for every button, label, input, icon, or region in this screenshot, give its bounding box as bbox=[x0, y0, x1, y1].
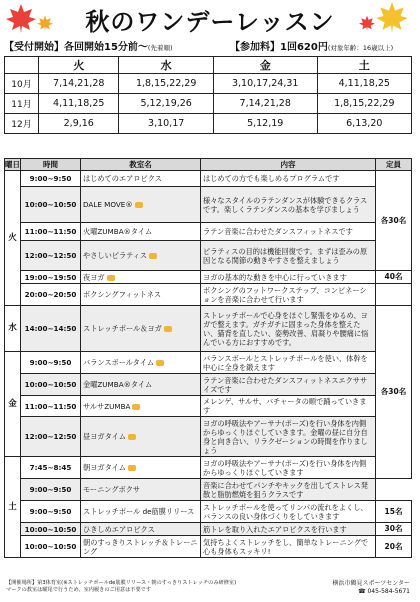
header-class: 教室名 bbox=[81, 159, 201, 171]
schedule-row bbox=[5, 396, 412, 417]
day-cell-fri: 金 bbox=[5, 352, 21, 457]
dates-cell: 6,13,20 bbox=[317, 114, 411, 134]
schedule-row bbox=[5, 241, 412, 271]
capacity-cell: 20名 bbox=[376, 536, 412, 558]
header-time: 時間 bbox=[21, 159, 81, 171]
content-cell: バランスボールとストレッチポールを使い、体幹を中心に全身を鍛えます bbox=[201, 352, 376, 374]
content-cell: 筋トレを取り入れたエアロビクスを行います bbox=[201, 523, 376, 536]
footer-notes bbox=[6, 580, 266, 594]
capacity-cell: 30名 bbox=[376, 523, 412, 536]
calendar-row bbox=[5, 74, 412, 94]
fee-info bbox=[230, 38, 393, 54]
shoes-badge-icon bbox=[156, 360, 164, 366]
dates-cell: 5,12,19,26 bbox=[119, 94, 213, 114]
content-cell: ラテン音楽に合わせたダンスフィットネスです bbox=[201, 223, 376, 241]
schedule-row bbox=[5, 171, 412, 187]
organization-name: 横浜市鶴見スポーツセンター bbox=[332, 580, 410, 587]
reception-text: 各回開始15分前～ bbox=[64, 42, 148, 53]
schedule-row bbox=[5, 187, 412, 223]
fee-text: 1回620円 bbox=[280, 42, 328, 53]
reception-label: 【受付開始】 bbox=[4, 42, 64, 53]
time-cell: 9:00~9:50 bbox=[21, 352, 81, 374]
venue-note: 【開催場所】第3体育室(※ストレッチポールde筋膜リリース・朝のすっきりストレッチのみ研修室) bbox=[6, 580, 237, 586]
month-cell: 10月 bbox=[5, 74, 39, 94]
class-cell: ストレッチポール de筋膜リリース bbox=[81, 501, 201, 523]
content-cell: ボクシングのフットワークステップ、コンビネーションを音楽に合わせて行います bbox=[201, 284, 376, 306]
reception-note: (先着順) bbox=[147, 44, 173, 52]
content-cell: ラテン音楽に合わせたダンスフィットネスエクササイズです bbox=[201, 374, 376, 396]
time-cell: 10:00~10:50 bbox=[21, 536, 81, 558]
class-name: 昼ヨガタイム bbox=[83, 432, 126, 441]
schedule-table bbox=[4, 158, 412, 558]
maple-leaf-right-icon bbox=[374, 0, 410, 34]
capacity-cell: 40名 bbox=[376, 271, 412, 284]
reception-info bbox=[4, 38, 173, 54]
capacity-cell: 各30名 bbox=[376, 306, 412, 479]
class-cell bbox=[81, 271, 201, 284]
class-name: バランスボールタイム bbox=[83, 358, 155, 367]
class-cell bbox=[81, 457, 201, 479]
content-cell: ピラティスの目的は機能回復です。まずは歪みの原因となる関節の動きやすさを整えましょう bbox=[201, 241, 376, 271]
header-capacity: 定員 bbox=[376, 159, 412, 171]
maple-leaf-right-small-icon bbox=[358, 14, 376, 32]
class-cell: 朝のすっきりストレッチ＆トレーニング bbox=[81, 536, 201, 558]
shoes-badge-icon bbox=[149, 253, 157, 259]
calendar-header-blank bbox=[5, 57, 39, 74]
dates-cell: 3,10,17 bbox=[119, 114, 213, 134]
calendar-row bbox=[5, 94, 412, 114]
shoes-badge-icon bbox=[107, 275, 115, 281]
content-cell: 様々なスタイルのラテンダンスが体験できるクラスです。楽しくラテンダンスの基本を学びましょう bbox=[201, 187, 376, 223]
time-cell: 9:00~9:50 bbox=[21, 501, 81, 523]
footer-contact bbox=[332, 580, 410, 596]
calendar-header-wed: 水 bbox=[119, 57, 213, 74]
content-cell: ヨガの呼吸法やアーサナ(ポーズ)を行い身体を内側からゆっくりほぐしていきます。金曜の昼に自分自身と向き合い、リラクゼーションの時間を作りましょう bbox=[201, 417, 376, 457]
time-cell: 20:00~20:50 bbox=[21, 284, 81, 306]
time-cell: 12:00~12:50 bbox=[21, 241, 81, 271]
class-name: サルサZUMBA bbox=[83, 401, 131, 411]
schedule-row bbox=[5, 306, 412, 352]
header-content: 内容 bbox=[201, 159, 376, 171]
month-cell: 11月 bbox=[5, 94, 39, 114]
time-cell: 14:00~14:50 bbox=[21, 306, 81, 352]
capacity-cell: 15名 bbox=[376, 501, 412, 523]
schedule-header-row bbox=[5, 159, 412, 171]
header bbox=[0, 0, 420, 36]
schedule-row bbox=[5, 536, 412, 558]
content-cell: 音楽に合わせてパンチやキックを出してストレス発散と脂肪燃焼を狙うクラスです bbox=[201, 479, 376, 501]
class-cell bbox=[81, 352, 201, 374]
schedule-row bbox=[5, 271, 412, 284]
dates-cell: 7,14,21,28 bbox=[39, 74, 119, 94]
content-cell: はじめての方でも楽しめるプログラムです bbox=[201, 171, 376, 187]
dates-cell: 1,8,15,22,29 bbox=[119, 74, 213, 94]
schedule-row bbox=[5, 479, 412, 501]
dates-cell: 2,9,16 bbox=[39, 114, 119, 134]
time-cell: 12:00~12:50 bbox=[21, 417, 81, 457]
time-cell: 11:00~11:50 bbox=[21, 396, 81, 417]
day-cell-sat: 土 bbox=[5, 457, 21, 558]
schedule-row bbox=[5, 223, 412, 241]
calendar-header-row bbox=[5, 57, 412, 74]
dates-cell: 4,11,18,25 bbox=[317, 74, 411, 94]
phone-number: ☎ 045-584-5671 bbox=[358, 588, 410, 596]
schedule-row bbox=[5, 284, 412, 306]
class-cell bbox=[81, 187, 201, 223]
schedule-row bbox=[5, 523, 412, 536]
time-cell: 10:00~10:50 bbox=[21, 187, 81, 223]
content-cell: ヨガの基本的な動きを中心に行っていきます bbox=[201, 271, 376, 284]
class-cell: ボクシングフィットネス bbox=[81, 284, 201, 306]
class-cell bbox=[81, 306, 201, 352]
class-name: やさしいピラティス bbox=[83, 251, 148, 260]
calendar-header-sat: 土 bbox=[317, 57, 411, 74]
maple-leaf-left-icon bbox=[4, 2, 38, 34]
fee-note: (対象年齢：16歳以上) bbox=[327, 44, 394, 52]
calendar-header-fri: 金 bbox=[213, 57, 317, 74]
shoes-badge-icon bbox=[128, 434, 136, 440]
calendar-header-tue: 火 bbox=[39, 57, 119, 74]
schedule-row bbox=[5, 352, 412, 374]
class-name: 夜ヨガ bbox=[83, 272, 105, 282]
class-cell: 金曜ZUMBA®タイム bbox=[81, 374, 201, 396]
shoes-badge-icon bbox=[132, 404, 140, 410]
class-cell: ひきしめエアロビクス bbox=[81, 523, 201, 536]
class-cell: 火曜ZUMBA®タイム bbox=[81, 223, 201, 241]
time-cell: 10:00~10:50 bbox=[21, 523, 81, 536]
time-cell: 7:45~8:45 bbox=[21, 457, 81, 479]
schedule-row bbox=[5, 501, 412, 523]
dates-cell: 3,10,17,24,31 bbox=[213, 74, 317, 94]
time-cell: 10:00~10:50 bbox=[21, 374, 81, 396]
day-cell-tue: 火 bbox=[5, 171, 21, 306]
content-cell: 気持ちよくストレッチをし、簡単なトレーニングで心も身体もスッキリ! bbox=[201, 536, 376, 558]
footer bbox=[4, 580, 412, 600]
calendar-table bbox=[4, 56, 412, 134]
header-day: 曜日 bbox=[5, 160, 20, 169]
capacity-cell bbox=[376, 284, 412, 306]
dates-cell: 5,12,19 bbox=[213, 114, 317, 134]
month-cell: 12月 bbox=[5, 114, 39, 134]
content-cell: ストレッチポールで心身をほぐし緊張をゆるめ、ヨガで整えます。ガチガチに固まった身体を整えたい、猫背を直したい、姿勢改善、肩凝りや腰痛に悩んでいる方におすすめです。 bbox=[201, 306, 376, 352]
class-cell: はじめてのエアロビクス bbox=[81, 171, 201, 187]
class-cell bbox=[81, 241, 201, 271]
shoes-badge-icon bbox=[135, 202, 143, 208]
time-cell: 9:00~9:50 bbox=[21, 171, 81, 187]
content-cell: メレンゲ、サルサ、バチャータの順で踊っていきます bbox=[201, 396, 376, 417]
shoes-badge-icon bbox=[164, 326, 172, 332]
class-cell: モーニングボクサ bbox=[81, 479, 201, 501]
day-cell-wed: 水 bbox=[5, 306, 21, 352]
schedule-row bbox=[5, 457, 412, 479]
class-name: ストレッチポール＆ヨガ bbox=[83, 324, 162, 333]
dates-cell: 7,14,21,28 bbox=[213, 94, 317, 114]
schedule-row bbox=[5, 417, 412, 457]
time-cell: 9:00~9:50 bbox=[21, 479, 81, 501]
content-cell: ストレッチポールを使ってリンパの流れをよくし、バランスの良い身体づくりをしていきます bbox=[201, 501, 376, 523]
dates-cell: 1,8,15,22,29 bbox=[317, 94, 411, 114]
class-name: 朝ヨガタイム bbox=[83, 463, 126, 472]
dates-cell: 4,11,18,25 bbox=[39, 94, 119, 114]
capacity-cell: 各30名 bbox=[376, 171, 412, 271]
shoes-badge-icon bbox=[128, 465, 136, 471]
time-cell: 19:00~19:50 bbox=[21, 271, 81, 284]
fee-label: 【参加料】 bbox=[230, 42, 280, 53]
schedule-row bbox=[5, 374, 412, 396]
shoes-note: マークの教室は曜尾で行うため、室内履きのご用意は不要です bbox=[6, 587, 152, 594]
class-name: DALE MOVE® bbox=[83, 200, 133, 209]
page-title: 秋のワンデーレッスン bbox=[85, 8, 335, 36]
maple-leaf-left-small-icon bbox=[36, 14, 54, 32]
content-cell: ヨガの呼吸法やアーサナ(ポーズ)を行い身体を内側からゆっくりほぐしていきます bbox=[201, 457, 376, 479]
class-cell bbox=[81, 396, 201, 417]
time-cell: 11:00~11:50 bbox=[21, 223, 81, 241]
class-cell bbox=[81, 417, 201, 457]
calendar-row bbox=[5, 114, 412, 134]
